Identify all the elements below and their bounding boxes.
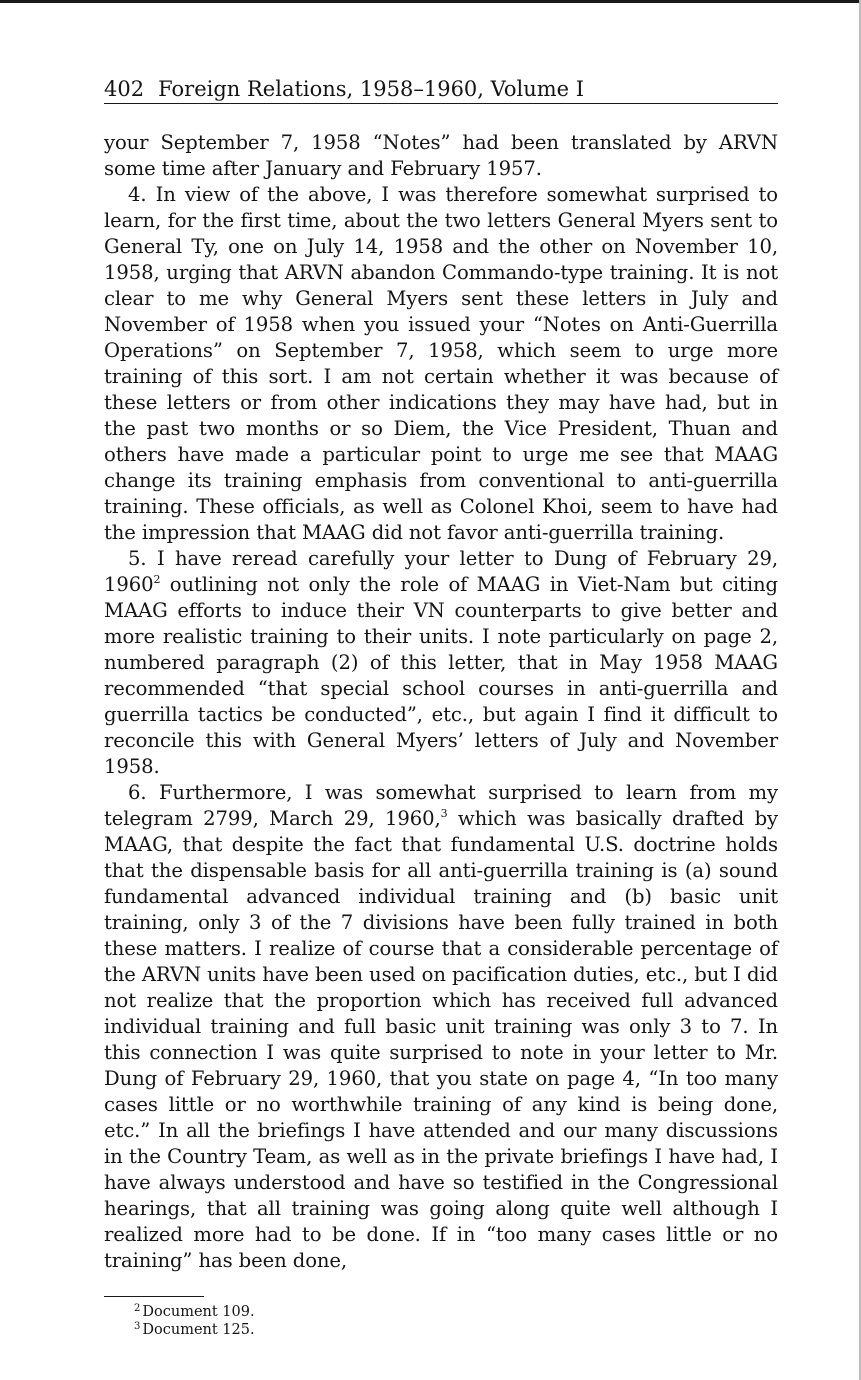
footnote-divider bbox=[104, 1296, 204, 1297]
footnote-3-text: Document 125. bbox=[142, 1322, 255, 1338]
footnote-2-marker: 2 bbox=[134, 1303, 141, 1314]
page-number: 402 bbox=[104, 77, 145, 101]
running-title: Foreign Relations, 1958–1960, Volume I bbox=[158, 77, 585, 101]
body-text bbox=[104, 130, 778, 1274]
paragraph-5-text-a: 5. I have reread carefully your letter to Dung of February 29, 1960 bbox=[104, 547, 778, 596]
scan-border-top bbox=[0, 0, 861, 3]
paragraph-5-text-b: outlining not only the role of MAAG in Viet-Nam but citing MAAG efforts to induce their VN counterparts to give better and more realistic training to their units. I note particularly on page 2, numbered paragraph (2) of this letter, that in May 1958 MAAG recommended “that special school courses in anti-guerrilla and guerrilla tactics be conducted”, etc., but again I find it difficult to reconcile this with General Myers’ letters of July and November 1958. bbox=[104, 573, 778, 778]
footnote-3 bbox=[104, 1321, 778, 1339]
paragraph-4: 4. In view of the above, I was therefore somewhat surprised to learn, for the first time, about the two letters General Myers sent to General Ty, one on July 14, 1958 and the other on November 10, 1958, urging that ARVN abandon Commando-type training. It is not clear to me why General Myers sent these letters in July and November of 1958 when you issued your “Notes on Anti-Guerrilla Operations” on September 7, 1958, which seem to urge more training of this sort. I am not certain whether it was because of these letters or from other indications they may have had, but in the past two months or so Diem, the Vice President, Thuan and others have made a particular point to urge me see that MAAG change its training emphasis from conventional to anti-guerrilla training. These officials, as well as Colonel Khoi, seem to have had the impression that MAAG did not favor anti-guerrilla training. bbox=[104, 183, 778, 544]
footnote-3-marker: 3 bbox=[134, 1321, 141, 1332]
footnote-ref-2: 2 bbox=[153, 573, 161, 586]
paragraph-6-text-b: which was basically drafted by MAAG, that despite the fact that fundamental U.S. doctrine holds that the dispensable basis for all anti-guerrilla training is (a) sound fundamental advanced individual training and (b) basic unit training, only 3 of the 7 divisions have been fully trained in both these matters. I realize of course that a considerable percentage of the ARVN units have been used on pacification duties, etc., but I did not realize that the proportion which has received full advanced individual training and full basic unit training was only 3 to 7. In this connection I was quite surprised to note in your letter to Mr. Dung of February 29, 1960, that you state on page 4, “In too many cases little or no worthwhile training of any kind is being done, etc.” In all the briefings I have attended and our many discussions in the Country Team, as well as in the private briefings I have had, I have always understood and have so testified in the Congressional hearings, that all training was going along quite well although I realized more had to be done. If in “too many cases little or no training” has been done, bbox=[104, 807, 779, 1272]
footnote-ref-3: 3 bbox=[440, 807, 448, 820]
footnote-2-text: Document 109. bbox=[142, 1304, 255, 1320]
footnote-2 bbox=[104, 1303, 778, 1321]
running-header bbox=[104, 76, 778, 104]
paragraph-6-text-a: 6. Furthermore, I was somewhat surprised to learn from my telegram 2799, March 29, 1960, bbox=[104, 781, 778, 830]
paragraph-6 bbox=[104, 780, 778, 1274]
paragraph-continuation: your September 7, 1958 “Notes” had been translated by ARVN some time after January and February 1957. bbox=[104, 131, 778, 180]
paragraph-5 bbox=[104, 546, 778, 780]
document-page bbox=[104, 76, 778, 1339]
